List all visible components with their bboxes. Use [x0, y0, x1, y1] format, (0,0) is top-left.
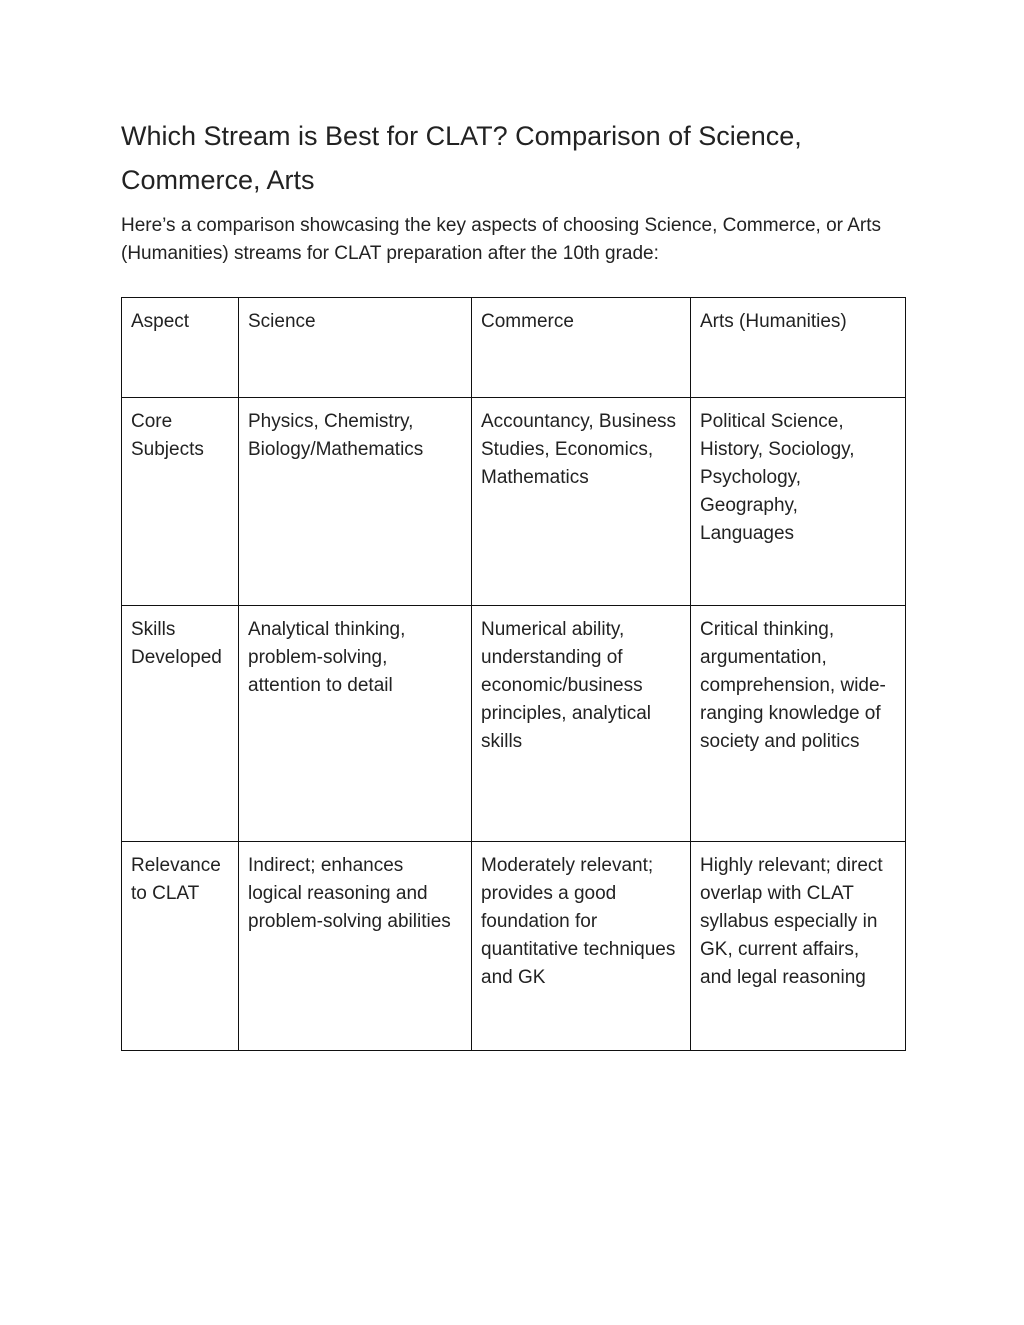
table-cell-commerce: Numerical ability, understanding of economic/business principles, analytical skills [472, 606, 691, 842]
document-body [121, 114, 905, 268]
header-cell-aspect: Aspect [122, 298, 239, 398]
table-cell-science: Indirect; enhances logical reasoning and problem-solving abilities [239, 842, 472, 1051]
page-title: Which Stream is Best for CLAT? Comparison of Science, Commerce, Arts [121, 121, 802, 195]
table-cell-arts: Highly relevant; direct overlap with CLAT syllabus especially in GK, current affairs, and legal reasoning [691, 842, 906, 1051]
table-row [122, 398, 906, 606]
table-cell-aspect: Skills Developed [122, 606, 239, 842]
table-cell-aspect: Relevance to CLAT [122, 842, 239, 1051]
comparison-table [121, 297, 906, 1051]
table-cell-aspect: Core Subjects [122, 398, 239, 606]
table-cell-arts: Critical thinking, argumentation, comprehension, wide-ranging knowledge of society and politics [691, 606, 906, 842]
intro-paragraph: Here’s a comparison showcasing the key aspects of choosing Science, Commerce, or Arts (Humanities) streams for CLAT preparation after the 10th grade: [121, 215, 881, 264]
header-cell-science: Science [239, 298, 472, 398]
table-header-row [122, 298, 906, 398]
header-cell-arts: Arts (Humanities) [691, 298, 906, 398]
table-cell-arts: Political Science, History, Sociology, Psychology, Geography, Languages [691, 398, 906, 606]
table-cell-science: Physics, Chemistry, Biology/Mathematics [239, 398, 472, 606]
header-cell-commerce: Commerce [472, 298, 691, 398]
table-cell-science: Analytical thinking, problem-solving, attention to detail [239, 606, 472, 842]
table-cell-commerce: Accountancy, Business Studies, Economics, Mathematics [472, 398, 691, 606]
table-row [122, 842, 906, 1051]
table-cell-commerce: Moderately relevant; provides a good foundation for quantitative techniques and GK [472, 842, 691, 1051]
table-row [122, 606, 906, 842]
